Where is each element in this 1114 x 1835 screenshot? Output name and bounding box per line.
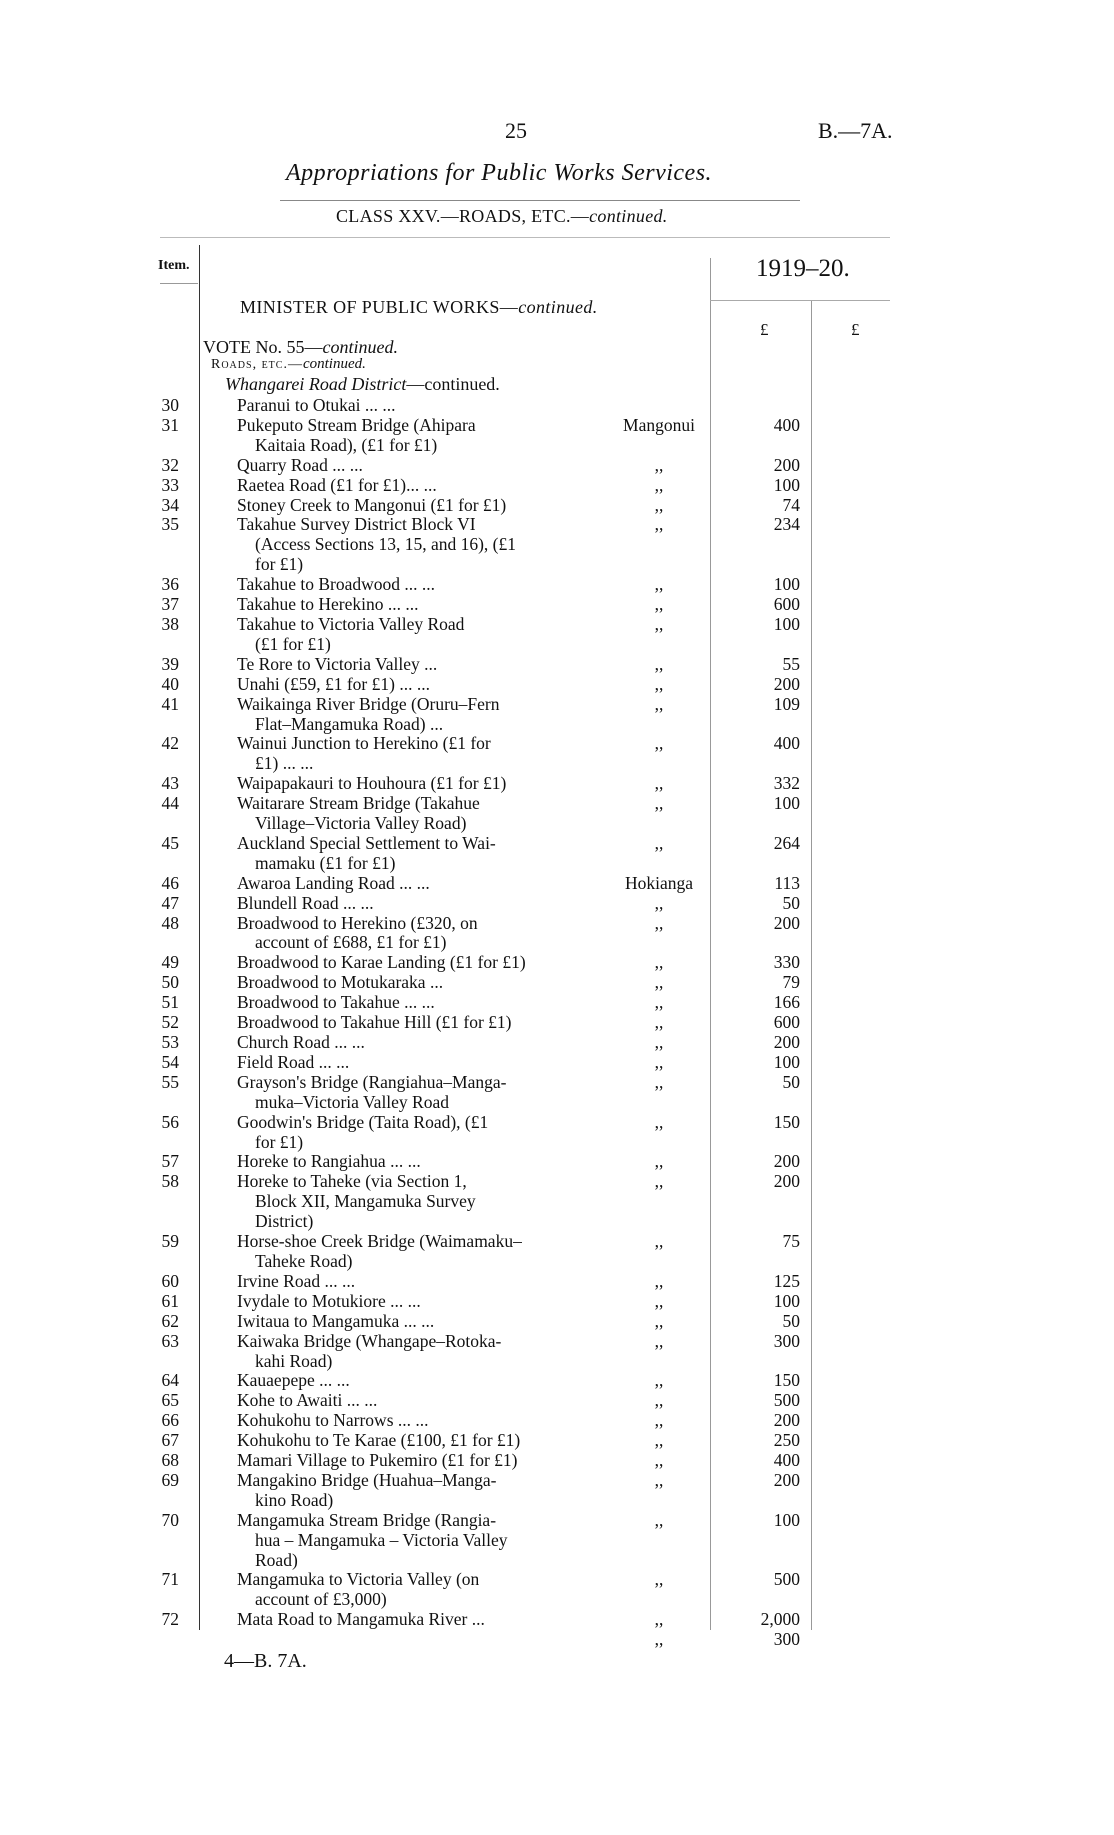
item-district: ,, <box>654 1509 664 1530</box>
year-column-header: 1919–20. <box>756 255 850 282</box>
item-amount: 400 <box>773 414 800 435</box>
item-description <box>237 416 587 456</box>
page-footer: 4—B. 7A. <box>224 1650 307 1672</box>
description-continuation: for £1) <box>255 554 304 575</box>
year-header-rule <box>710 300 890 301</box>
description-continuation: kahi Road) <box>255 1350 333 1371</box>
item-district: ,, <box>654 1569 664 1590</box>
item-amount: 500 <box>773 1569 800 1590</box>
item-number: 44 <box>161 793 179 814</box>
item-amount: 100 <box>773 613 800 634</box>
description-line: Goodwin's Bridge (Taita Road), (£1 <box>237 1111 489 1132</box>
item-number: 41 <box>161 693 179 714</box>
item-description <box>237 496 587 516</box>
page-number: 25 <box>505 118 527 143</box>
table-top-rule <box>160 237 890 238</box>
item-district: ,, <box>654 1469 664 1490</box>
description-line: Pukeputo Stream Bridge (Ahipara <box>237 414 476 435</box>
item-amount: 400 <box>773 1450 800 1471</box>
item-district: ,, <box>654 793 664 814</box>
item-amount: 75 <box>782 1231 800 1252</box>
item-amount: 79 <box>782 972 800 993</box>
item-district: ,, <box>654 574 664 595</box>
item-amount: 50 <box>782 1071 800 1092</box>
item-district: ,, <box>654 1370 664 1391</box>
description-line: Waipapakauri to Houhoura (£1 for £1) <box>237 773 507 794</box>
description-line: Broadwood to Karae Landing (£1 for £1) <box>237 952 526 973</box>
item-amount: 100 <box>773 1051 800 1072</box>
item-number: 60 <box>161 1270 179 1291</box>
item-amount: 200 <box>773 1151 800 1172</box>
item-number: 42 <box>161 733 179 754</box>
item-description <box>237 1033 587 1053</box>
description-line: Takahue Survey District Block VI <box>237 514 476 535</box>
item-description <box>237 1113 587 1153</box>
roads-subheading <box>211 356 366 373</box>
item-amount: 100 <box>773 474 800 495</box>
item-amount: 200 <box>773 1171 800 1192</box>
item-description <box>237 675 587 695</box>
description-line: Church Road ... ... <box>237 1032 365 1052</box>
item-amount: 330 <box>773 952 800 973</box>
district-subheading <box>225 374 500 395</box>
description-line: Kohe to Awaiti ... ... <box>237 1390 378 1411</box>
description-line: Ivydale to Motukiore ... ... <box>237 1290 421 1311</box>
item-district: ,, <box>654 952 664 973</box>
description-continuation: for £1) <box>255 1131 304 1152</box>
item-district: ,, <box>654 1231 664 1252</box>
item-number: 32 <box>161 454 179 475</box>
item-district: ,, <box>654 1629 664 1650</box>
description-line: Te Rore to Victoria Valley ... <box>237 653 438 674</box>
item-number: 65 <box>161 1390 179 1411</box>
page-title: Appropriations for Public Works Services. <box>286 160 713 186</box>
item-district: ,, <box>654 972 664 993</box>
item-amount: 150 <box>773 1370 800 1391</box>
item-amount: 100 <box>773 574 800 595</box>
item-description <box>237 1272 587 1292</box>
item-district: ,, <box>654 494 664 515</box>
description-continuation: Kaitaia Road), (£1 for £1) <box>255 434 438 455</box>
item-amount: 600 <box>773 594 800 615</box>
item-number: 53 <box>161 1032 179 1052</box>
description-line: Takahue to Herekino ... ... <box>237 594 419 615</box>
item-district: ,, <box>654 1390 664 1411</box>
description-line: Quarry Road ... ... <box>237 454 363 475</box>
item-district: ,, <box>654 1410 664 1431</box>
item-amount: 100 <box>773 1509 800 1530</box>
item-description <box>237 1292 587 1312</box>
item-district: ,, <box>654 773 664 794</box>
item-district: ,, <box>654 1430 664 1451</box>
item-description <box>237 396 587 416</box>
description-line: Waitarare Stream Bridge (Takahue <box>237 793 480 814</box>
item-amount: 55 <box>782 653 800 674</box>
item-description <box>237 1471 587 1511</box>
item-number: 63 <box>161 1330 179 1351</box>
description-line: Horse-shoe Creek Bridge (Waimamaku– <box>237 1231 522 1252</box>
item-district: ,, <box>654 693 664 714</box>
description-line: Broadwood to Takahue ... ... <box>237 992 435 1013</box>
description-line: Irvine Road ... ... <box>237 1270 356 1291</box>
description-continuation: £1) ... ... <box>255 753 314 774</box>
item-description <box>237 695 587 735</box>
item-number: 39 <box>161 653 179 674</box>
item-number: 46 <box>161 872 179 893</box>
minister-heading-main: MINISTER OF PUBLIC WORKS— <box>240 297 519 317</box>
item-amount: 300 <box>773 1330 800 1351</box>
item-amount: 200 <box>773 912 800 933</box>
item-number: 57 <box>161 1151 179 1172</box>
class-heading-main: CLASS XXV.—ROADS, ETC.— <box>336 206 590 226</box>
item-description <box>237 1232 587 1272</box>
item-number: 55 <box>161 1071 179 1092</box>
description-line: Auckland Special Settlement to Wai- <box>237 832 496 853</box>
description-continuation: Road) <box>255 1549 298 1570</box>
item-district: ,, <box>654 454 664 475</box>
item-description <box>237 575 587 595</box>
description-continuation: kino Road) <box>255 1489 334 1510</box>
item-district: ,, <box>654 1032 664 1052</box>
item-description <box>237 515 587 575</box>
item-number: 70 <box>161 1509 179 1530</box>
item-number: 48 <box>161 912 179 933</box>
appropriation-table-body <box>0 395 1114 1650</box>
item-district: ,, <box>654 1151 664 1172</box>
description-continuation: Flat–Mangamuka Road) ... <box>255 713 444 734</box>
district-continued: —continued. <box>406 374 500 394</box>
item-description <box>237 1610 587 1630</box>
item-amount: 150 <box>773 1111 800 1132</box>
item-amount: 109 <box>773 693 800 714</box>
description-line: Paranui to Otukai ... ... <box>237 395 396 415</box>
item-number: 66 <box>161 1410 179 1431</box>
district-name: Whangarei Road District <box>225 374 407 394</box>
vote-heading-continued: continued. <box>322 337 398 357</box>
description-continuation: account of £3,000) <box>255 1589 387 1610</box>
document-reference: B.—7A. <box>818 118 893 143</box>
item-district: ,, <box>654 1071 664 1092</box>
item-description <box>237 993 587 1013</box>
description-line: Takahue to Broadwood ... ... <box>237 574 436 595</box>
description-line: Kaiwaka Bridge (Whangape–Rotoka- <box>237 1330 502 1351</box>
item-description <box>237 1053 587 1073</box>
item-number: 38 <box>161 613 179 634</box>
description-continuation: (Access Sections 13, 15, and 16), (£1 <box>255 534 516 555</box>
description-line: Grayson's Bridge (Rangiahua–Manga- <box>237 1071 507 1092</box>
item-amount: 500 <box>773 1390 800 1411</box>
item-district: ,, <box>654 733 664 754</box>
description-line: Broadwood to Motukaraka ... <box>237 972 444 993</box>
item-number: 52 <box>161 1012 179 1033</box>
item-district: ,, <box>654 1051 664 1072</box>
item-description <box>237 1411 587 1431</box>
item-description <box>237 595 587 615</box>
item-description <box>237 1172 587 1232</box>
item-number: 37 <box>161 594 179 615</box>
vote-heading-main: VOTE No. 55— <box>203 337 323 357</box>
item-number: 30 <box>161 395 179 415</box>
item-description <box>237 794 587 834</box>
item-number: 61 <box>161 1290 179 1311</box>
item-description <box>237 1371 587 1391</box>
item-description <box>237 1451 587 1471</box>
item-amount: 50 <box>782 1310 800 1331</box>
item-district: ,, <box>654 474 664 495</box>
item-district: ,, <box>654 1290 664 1311</box>
description-line: Raetea Road (£1 for £1)... ... <box>237 474 437 495</box>
item-description <box>237 1570 587 1610</box>
item-number: 34 <box>161 494 179 515</box>
item-district: ,, <box>654 912 664 933</box>
item-number: 50 <box>161 972 179 993</box>
item-district: ,, <box>654 1310 664 1331</box>
item-district: ,, <box>654 1450 664 1471</box>
item-district: ,, <box>654 892 664 913</box>
item-description <box>237 973 587 993</box>
description-line: Mangamuka to Victoria Valley (on <box>237 1569 480 1590</box>
item-amount: 100 <box>773 793 800 814</box>
description-line: Iwitaua to Mangamuka ... ... <box>237 1310 435 1331</box>
item-header-rule <box>160 283 198 284</box>
item-district: ,, <box>654 1111 664 1132</box>
item-number: 47 <box>161 892 179 913</box>
item-description <box>237 874 587 894</box>
description-line: Kohukohu to Narrows ... ... <box>237 1410 429 1431</box>
item-district: ,, <box>654 992 664 1013</box>
item-description <box>237 914 587 954</box>
description-continuation: (£1 for £1) <box>255 633 331 654</box>
item-amount: 234 <box>773 514 800 535</box>
description-continuation: account of £688, £1 for £1) <box>255 932 447 953</box>
description-line: Mangakino Bridge (Huahua–Manga- <box>237 1469 497 1490</box>
item-amount: 200 <box>773 1032 800 1052</box>
item-amount: 600 <box>773 1012 800 1033</box>
description-line: Mata Road to Mangamuka River ... <box>237 1609 485 1630</box>
item-description <box>237 1391 587 1411</box>
item-number: 40 <box>161 673 179 694</box>
item-amount: 200 <box>773 454 800 475</box>
item-amount: 2,000 <box>760 1609 800 1630</box>
item-amount: 100 <box>773 1290 800 1311</box>
description-line: Field Road ... ... <box>237 1051 350 1072</box>
roads-subheading-main: Roads, etc.— <box>211 357 303 372</box>
description-line: Takahue to Victoria Valley Road <box>237 613 465 634</box>
item-district: Hokianga <box>624 872 694 893</box>
item-number: 67 <box>161 1430 179 1451</box>
item-district: ,, <box>654 613 664 634</box>
item-district: ,, <box>654 653 664 674</box>
item-description <box>237 655 587 675</box>
item-description <box>237 1431 587 1451</box>
description-continuation: Village–Victoria Valley Road) <box>255 813 467 834</box>
description-line: Horeke to Rangiahua ... ... <box>237 1151 421 1172</box>
item-description <box>237 1511 587 1571</box>
description-line: Blundell Road ... ... <box>237 892 374 913</box>
item-amount: 332 <box>773 773 800 794</box>
description-line: Horeke to Taheke (via Section 1, <box>237 1171 467 1192</box>
item-amount: 264 <box>773 832 800 853</box>
item-amount: 125 <box>773 1270 800 1291</box>
description-line: Mamari Village to Pukemiro (£1 for £1) <box>237 1450 518 1471</box>
item-number: 72 <box>161 1609 179 1630</box>
item-description <box>237 1013 587 1033</box>
item-number: 62 <box>161 1310 179 1331</box>
item-amount: 166 <box>773 992 800 1013</box>
item-number: 35 <box>161 514 179 535</box>
pound-unit-label-total: £ <box>851 320 860 339</box>
item-number: 71 <box>161 1569 179 1590</box>
item-amount: 300 <box>773 1629 800 1650</box>
description-line: Stoney Creek to Mangonui (£1 for £1) <box>237 494 507 515</box>
item-number: 64 <box>161 1370 179 1391</box>
roads-subheading-continued: continued. <box>302 356 366 372</box>
item-column-header: Item. <box>158 258 190 273</box>
description-line: Waikainga River Bridge (Oruru–Fern <box>237 693 500 714</box>
item-district: ,, <box>654 1270 664 1291</box>
description-line: Kohukohu to Te Karae (£100, £1 for £1) <box>237 1430 521 1451</box>
minister-heading <box>240 297 598 318</box>
description-continuation: Taheke Road) <box>255 1250 353 1271</box>
description-line: Broadwood to Takahue Hill (£1 for £1) <box>237 1012 512 1033</box>
item-number: 69 <box>161 1469 179 1490</box>
item-district: Mangonui <box>623 414 695 435</box>
item-number: 49 <box>161 952 179 973</box>
title-rule <box>280 200 800 201</box>
item-district: ,, <box>654 594 664 615</box>
item-amount: 50 <box>782 892 800 913</box>
table-row <box>0 1609 1114 1650</box>
minister-heading-continued: continued. <box>518 297 598 317</box>
item-district: ,, <box>654 1012 664 1033</box>
item-amount: 250 <box>773 1430 800 1451</box>
description-line: Awaroa Landing Road ... ... <box>237 872 430 893</box>
description-line: Mangamuka Stream Bridge (Rangia- <box>237 1509 497 1530</box>
item-number: 33 <box>161 474 179 495</box>
item-description <box>237 1332 587 1372</box>
item-description <box>237 1152 587 1172</box>
item-number: 51 <box>161 992 179 1013</box>
item-district: ,, <box>654 673 664 694</box>
item-amount: 74 <box>782 494 800 515</box>
description-continuation: hua – Mangamuka – Victoria Valley <box>255 1529 508 1550</box>
item-description <box>237 1312 587 1332</box>
item-amount: 113 <box>774 872 800 893</box>
class-heading-continued: continued. <box>589 206 668 226</box>
item-amount: 200 <box>773 1469 800 1490</box>
item-description <box>237 1073 587 1113</box>
item-amount: 200 <box>773 673 800 694</box>
description-line: Kauaepepe ... ... <box>237 1370 350 1391</box>
item-number: 54 <box>161 1051 179 1072</box>
item-number: 43 <box>161 773 179 794</box>
item-number: 56 <box>161 1111 179 1132</box>
description-continuation: Block XII, Mangamuka Survey <box>255 1191 476 1212</box>
item-district: ,, <box>654 1330 664 1351</box>
item-number: 59 <box>161 1231 179 1252</box>
item-description <box>237 894 587 914</box>
class-heading <box>336 206 668 227</box>
item-description <box>237 456 587 476</box>
item-description <box>237 476 587 496</box>
item-number: 36 <box>161 574 179 595</box>
item-description <box>237 774 587 794</box>
item-district: ,, <box>654 832 664 853</box>
item-number: 45 <box>161 832 179 853</box>
item-number: 68 <box>161 1450 179 1471</box>
item-district: ,, <box>654 1609 664 1630</box>
item-number: 58 <box>161 1171 179 1192</box>
pound-unit-label: £ <box>760 320 769 339</box>
vote-heading <box>203 337 398 358</box>
item-description <box>237 953 587 973</box>
description-line: Unahi (£59, £1 for £1) ... ... <box>237 673 430 694</box>
description-continuation: muka–Victoria Valley Road <box>255 1091 449 1112</box>
item-amount: 400 <box>773 733 800 754</box>
item-description <box>237 834 587 874</box>
description-line: Wainui Junction to Herekino (£1 for <box>237 733 491 754</box>
item-district: ,, <box>654 514 664 535</box>
description-continuation: mamaku (£1 for £1) <box>255 852 396 873</box>
item-district: ,, <box>654 1171 664 1192</box>
description-continuation: District) <box>255 1211 314 1232</box>
item-number: 31 <box>161 414 179 435</box>
item-description <box>237 615 587 655</box>
item-description <box>237 734 587 774</box>
item-amount: 200 <box>773 1410 800 1431</box>
description-line: Broadwood to Herekino (£320, on <box>237 912 478 933</box>
